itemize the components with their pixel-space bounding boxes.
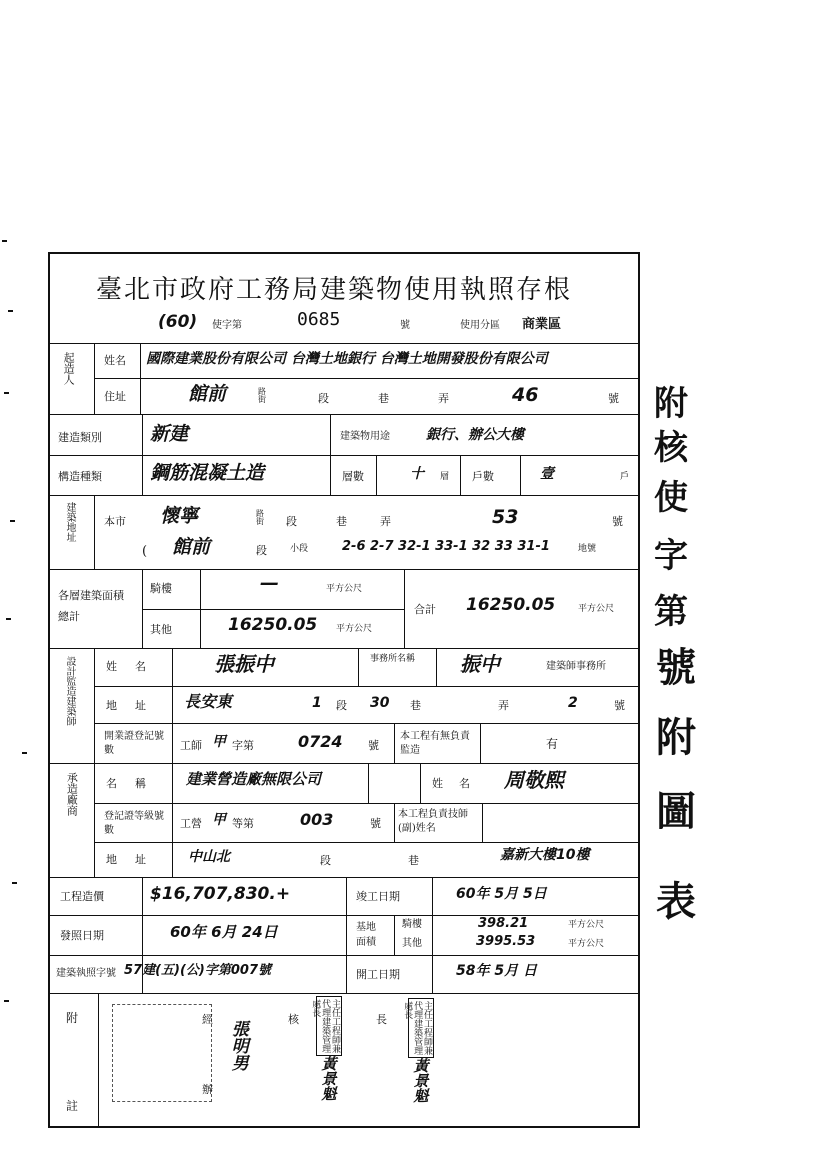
rule (436, 648, 437, 686)
builder-addr-road: 館前 (188, 383, 227, 405)
contractor-person-label: 姓名 (432, 777, 486, 790)
contractor-group-label: 承造廠商 (65, 772, 79, 816)
margin-char: 使 (654, 478, 688, 518)
designer-addr-section: 段 (336, 699, 347, 712)
designer-license-grade: 甲 (212, 734, 226, 750)
sign-col-label-1: 經 (202, 1013, 213, 1026)
issue-value: 60年 6月 24日 (170, 923, 278, 941)
build-permit-value: 57建(五)(公)字第007號 (124, 963, 271, 978)
households-value: 壹 (540, 466, 554, 482)
rule (48, 343, 640, 344)
contractor-reg-suffix: 號 (370, 817, 381, 830)
builder-name-label: 姓名 (104, 354, 126, 367)
contractor-reg-word: 等第 (232, 817, 254, 830)
site-section: 段 (286, 515, 297, 528)
rule (48, 877, 640, 878)
builder-addr-suffix: 號 (608, 392, 619, 405)
contractor-reg-no: 003 (300, 810, 334, 829)
contractor-reg-grade: 甲 (212, 812, 226, 828)
designer-name-value: 張振中 (214, 652, 274, 676)
margin-char: 附 (656, 714, 696, 761)
rule (460, 455, 461, 495)
rule (48, 648, 640, 649)
construction-use-value: 銀行、辦公大樓 (426, 427, 524, 443)
area-other-unit: 平方公尺 (336, 624, 373, 634)
contractor-name-value: 建業營造廠無限公司 (186, 770, 322, 788)
cost-value: $16,707,830.+ (150, 884, 291, 904)
structure-value: 鋼筋混凝土造 (150, 462, 265, 484)
area-other-label: 其他 (150, 623, 172, 636)
margin-char: 圖 (656, 788, 696, 835)
rule (48, 455, 640, 456)
land-arcade-unit: 平方公尺 (568, 920, 605, 930)
rule (376, 455, 377, 495)
designer-addr-no: 2 (568, 695, 578, 711)
designer-supervise-value: 有 (546, 737, 559, 751)
official-stamp-1: 主任工程師兼代理建築管理處長 (316, 996, 342, 1056)
margin-char: 附 (654, 384, 688, 424)
contractor-addr-road: 中山北 (188, 849, 230, 865)
rule (94, 343, 95, 415)
rule (330, 414, 331, 455)
builder-addr-no: 46 (512, 384, 539, 406)
construction-use-label: 建築物用途 (340, 431, 390, 442)
rule (94, 842, 640, 843)
margin-char: 核 (654, 428, 688, 468)
designer-addr-label: 地址 (106, 699, 164, 712)
rule (94, 648, 95, 877)
rule (94, 495, 95, 569)
rule (142, 569, 143, 648)
households-unit: 戶 (620, 472, 630, 482)
area-arcade-label: 騎樓 (150, 582, 172, 595)
site-lot-numbers: 2-6 2-7 32-1 33-1 32 33 31-1 (342, 539, 550, 554)
designer-addr-road: 長安東 (184, 692, 233, 711)
sign-col-label-2: 辦 (202, 1083, 213, 1096)
structure-label: 構造種類 (58, 470, 102, 483)
rule (48, 915, 640, 916)
designer-addr-section-no: 1 (312, 695, 322, 711)
builder-addr-section: 段 (318, 392, 329, 405)
land-arcade-label: 騎樓 (402, 919, 422, 930)
rule (48, 495, 640, 496)
rule (480, 723, 481, 763)
permit-form-table (48, 252, 640, 1128)
land-other-label: 其他 (402, 938, 422, 949)
stamp-name-1: 黃景魁 (319, 1056, 338, 1101)
notes-label-bottom: 註 (66, 1099, 79, 1113)
start-label: 開工日期 (356, 968, 400, 981)
site-lot-suffix: 地號 (578, 544, 597, 554)
rule (94, 803, 640, 804)
rule (98, 993, 99, 1128)
designer-name-label: 姓名 (106, 660, 164, 673)
contractor-reg-label: 登記證等級號數 (104, 811, 164, 836)
permit-prefix: 使字第 (212, 320, 242, 331)
area-other-value: 16250.05 (228, 615, 318, 635)
rule (48, 763, 640, 764)
done-value: 60年 5月 5日 (456, 886, 547, 902)
rule (94, 378, 640, 379)
area-total-unit: 平方公尺 (578, 604, 615, 614)
margin-char: 號 (656, 644, 696, 691)
site-lot-sub: 小段 (290, 544, 309, 554)
rule (172, 648, 173, 877)
land-label: 基地面積 (356, 922, 376, 948)
scan-speck (6, 618, 11, 620)
floors-unit: 層 (440, 472, 450, 482)
permit-suffix: 號 (400, 320, 410, 331)
official-stamp-2: 主任工程師兼代理建築管理處長 (408, 998, 434, 1058)
rule (142, 414, 143, 495)
designer-office-suffix: 建築師事務所 (546, 661, 606, 672)
scan-speck (8, 310, 13, 312)
designer-addr-suffix: 號 (614, 699, 625, 712)
rule (520, 455, 521, 495)
site-lane: 巷 (336, 515, 347, 528)
contractor-addr-label: 地址 (106, 853, 164, 866)
scan-speck (4, 1000, 9, 1002)
rule (482, 803, 483, 842)
rule (94, 723, 640, 724)
land-arcade-value: 398.21 (478, 916, 529, 931)
area-total-label: 合計 (414, 603, 436, 616)
rule (48, 955, 640, 956)
designer-license-suffix: 號 (368, 739, 379, 752)
contractor-addr-note: 嘉新大樓10樓 (500, 847, 590, 863)
build-permit-label: 建築執照字號 (56, 968, 116, 979)
scan-speck (4, 392, 9, 394)
permit-year: (60) (158, 312, 198, 332)
construction-type-label: 建造類別 (58, 431, 102, 444)
permit-number: 0685 (297, 309, 341, 330)
area-arcade-value: — (260, 572, 279, 594)
contractor-reg-prefix: 工營 (180, 817, 202, 830)
designer-addr-alley: 弄 (498, 699, 509, 712)
designer-group-label: 設計監造建築師 (64, 656, 75, 726)
designer-license-no: 0724 (298, 732, 343, 751)
rule (48, 414, 640, 415)
site-suffix: 號 (612, 515, 623, 528)
area-group-label: 各層建築面積總計 (58, 589, 124, 623)
designer-office-label: 事務所名稱 (370, 654, 416, 664)
contractor-person-value: 周敬熙 (504, 768, 564, 792)
designer-license-word: 字第 (232, 739, 254, 752)
margin-char: 第 (654, 592, 688, 632)
builder-addr-label: 住址 (104, 390, 126, 403)
rule (142, 609, 404, 610)
rule (394, 803, 395, 842)
rule (48, 569, 640, 570)
margin-char: 字 (654, 536, 688, 576)
site-city: 本市 (104, 515, 126, 528)
site-road: 懷寧 (160, 505, 199, 527)
site-alley: 弄 (380, 515, 391, 528)
site-lot-section-label: 段 (256, 544, 267, 557)
site-lot-section: 館前 (172, 536, 211, 558)
rule (330, 455, 331, 495)
scan-speck (10, 520, 15, 522)
rule (140, 343, 141, 415)
contractor-name-label: 名稱 (106, 777, 164, 790)
rule (346, 877, 347, 993)
signature-box (112, 1004, 212, 1102)
rule (368, 763, 369, 803)
construction-type-value: 新建 (150, 423, 189, 445)
builder-group-label: 起造人 (62, 352, 76, 385)
designer-addr-lane-no: 30 (370, 695, 390, 711)
margin-char: 表 (656, 878, 696, 925)
scan-speck (22, 752, 27, 754)
cost-label: 工程造價 (60, 890, 104, 903)
sign-col-label-3: 核 (288, 1013, 299, 1026)
sign-col-label-4: 長 (376, 1013, 387, 1026)
designer-license-prefix: 工師 (180, 739, 202, 752)
contractor-tech-label: 本工程負責技師(副)姓名 (398, 809, 468, 834)
rule (432, 877, 433, 993)
designer-license-label: 開業證登記號數 (104, 731, 164, 756)
done-label: 竣工日期 (356, 890, 400, 903)
rule (94, 686, 640, 687)
floors-value: 十 (410, 466, 424, 482)
designer-addr-lane: 巷 (410, 699, 421, 712)
scan-speck (2, 240, 7, 242)
builder-addr-road-unit: 路街 (258, 387, 266, 404)
start-value: 58年 5月 日 (456, 963, 537, 979)
builder-addr-alley: 弄 (438, 392, 449, 405)
zone-value: 商業區 (522, 317, 562, 332)
households-label: 戶數 (472, 470, 494, 483)
contractor-addr-lane: 巷 (408, 854, 419, 867)
area-arcade-unit: 平方公尺 (326, 584, 363, 594)
contractor-addr-section: 段 (320, 854, 331, 867)
page-title: 臺北市政府工務局建築物使用執照存根 (96, 275, 573, 305)
designer-supervise-label: 本工程有無負責監造 (400, 731, 470, 756)
scan-speck (12, 882, 17, 884)
zone-label: 使用分區 (460, 320, 500, 331)
builder-addr-lane: 巷 (378, 392, 389, 405)
land-other-unit: 平方公尺 (568, 939, 605, 949)
builder-name-value: 國際建業股份有限公司 台灣土地銀行 台灣土地開發股份有限公司 (146, 351, 548, 367)
stamp-name-2: 黃景魁 (411, 1058, 430, 1103)
rule (200, 569, 201, 648)
issue-label: 發照日期 (60, 929, 104, 942)
site-paren-open: ( (142, 544, 148, 559)
rule (404, 569, 405, 648)
site-no: 53 (492, 506, 519, 528)
rule (420, 763, 421, 803)
land-other-value: 3995.53 (476, 934, 536, 949)
rule (394, 915, 395, 955)
floors-label: 層數 (342, 470, 364, 483)
designer-office-value: 振中 (460, 652, 500, 676)
site-road-unit: 路街 (256, 509, 264, 526)
rule (358, 648, 359, 686)
rule (394, 723, 395, 763)
notes-label-top: 附 (66, 1011, 79, 1025)
signature-1: 張明男 (227, 1020, 248, 1071)
area-total-value: 16250.05 (466, 595, 556, 615)
site-group-label: 建築地址 (64, 502, 75, 542)
rule (48, 993, 640, 994)
